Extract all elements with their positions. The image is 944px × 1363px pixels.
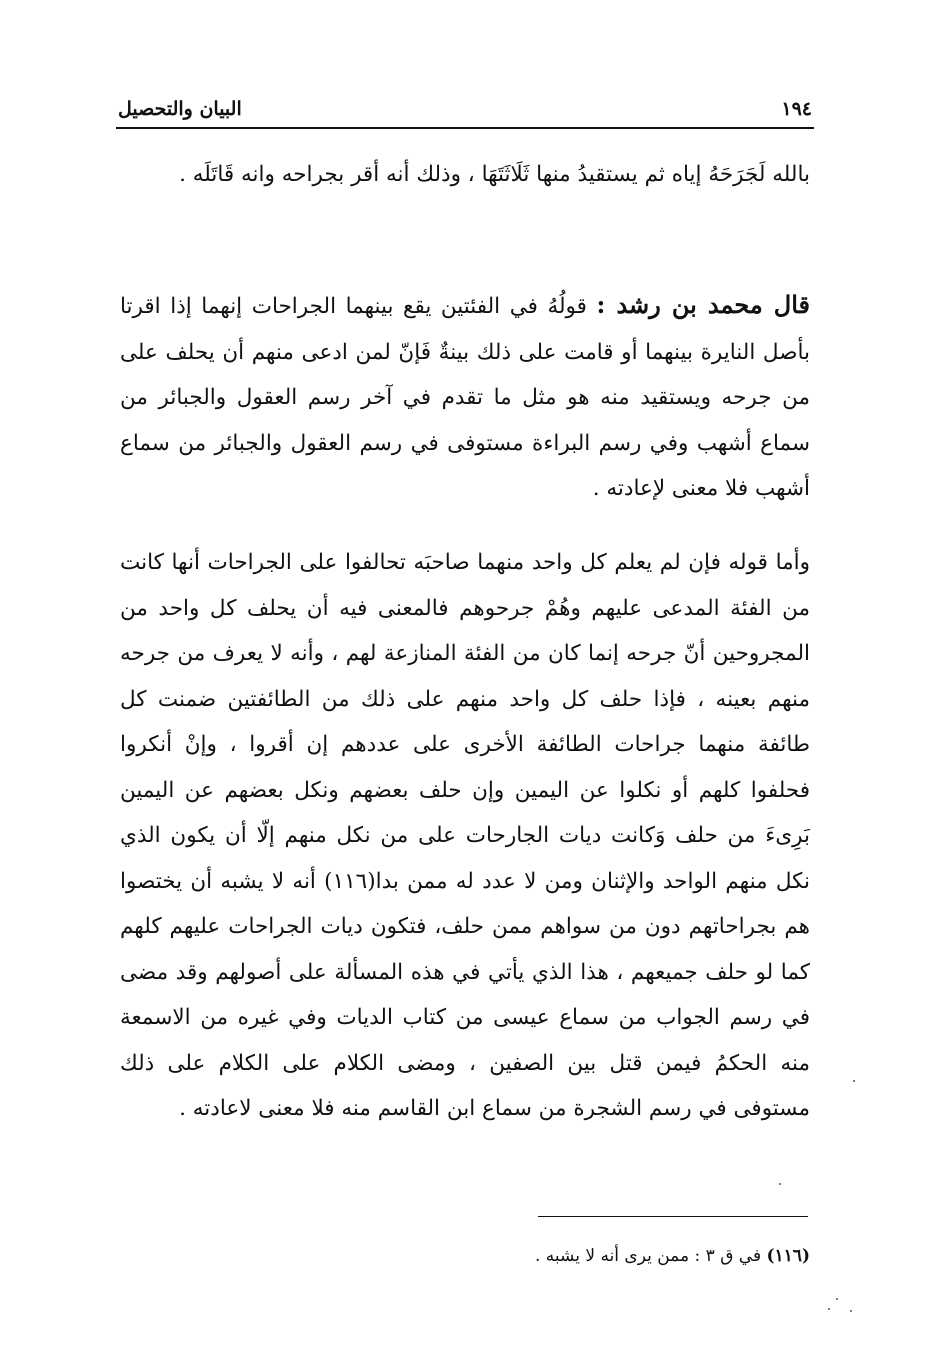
scan-speck [828, 1308, 830, 1310]
speaker-label: قال محمد بن رشد : [596, 290, 811, 319]
paragraph-3: وأما قوله فإن لم يعلم كل واحد منهما صاحبَه تحالفوا على الجراحات أنها كانت من الفئة المدعى عليهم وهُمْ جرحوهم فالمعنى فيه أن يحلف كل واحد من المجروحين أنّ جرحه إنما كان من الفئة المنازعة لهم ، وأنه لا يعرف من جرحه منهم بعينه ، فإذا حلف كل واحد منهم على ذلك من الطائفتين ضمنت كل طائفة منهما جراحات الطائفة الأخرى على عددهم إن أقروا ، وإنْ أنكروا فحلفوا كلهم أو نكلوا عن اليمين وإن حلف بعضهم ونكل بعضهم عن اليمين بَرِىءَ من حلف وَكانت ديات الجارحات على من نكل منهم إلّا أن يكون الذي نكل منهم الواحد والإثنان ومن لا عدد له ممن بدا(١١٦) أنه لا يشبه أن يختصوا هم بجراحاتهم دون من سواهم ممن حلف، فتكون ديات الجراحات عليهم كلهم كما لو حلف جميعهم ، هذا الذي يأتي في هذه المسألة على أصولهم وقد مضى في رسم الجواب من سماع عيسى من كتاب الديات وفي غيره من الاسمعة منه الحكمُ فيمن قتل بين الصفين ، ومضى الكلام على الكلام على ذلك مستوفى في رسم الشجرة من سماع ابن القاسم منه فلا معنى لاعادته . [120, 550, 810, 1121]
scan-speck [836, 1298, 838, 1300]
scan-speck [853, 1080, 855, 1082]
scan-speck [779, 1183, 781, 1185]
footnote-label: (١١٦) [766, 1246, 810, 1266]
footnote [300, 1242, 810, 1270]
scan-speck [850, 1310, 852, 1312]
page-number: ١٩٤ [781, 98, 812, 120]
footnote-text: في ق ٣ : ممن يرى أنه لا يشبه . [535, 1246, 767, 1266]
footnote-divider [538, 1216, 808, 1217]
header-divider [116, 127, 814, 129]
paragraph-1: بالله لَجَرَحَهُ إياه ثم يستقيدُ منها ثَلَاثَتَهَا ، وذلك أنه أقر بجراحه وانه قَاتَلَه . [179, 162, 810, 187]
paragraph-2 [120, 282, 810, 512]
running-header [118, 86, 812, 120]
book-title: البيان والتحصيل [118, 98, 242, 120]
paragraph-2-body: قولُهُ في الفئتين يقع بينهما الجراحات إنهما إذا اقرتا بأصل النايرة بينهما أو قامت على ذلك بينةٌ فَإنّ لمن ادعى منهم أن يحلف على من جرحه ويستقيد منه هو مثل ما تقدم في آخر رسم العقول والجبائر من سماع أشهب وفي رسم البراءة مستوفى في رسم العقول والجبائر من سماع أشهب فلا معنى لإعادته . [120, 294, 810, 501]
